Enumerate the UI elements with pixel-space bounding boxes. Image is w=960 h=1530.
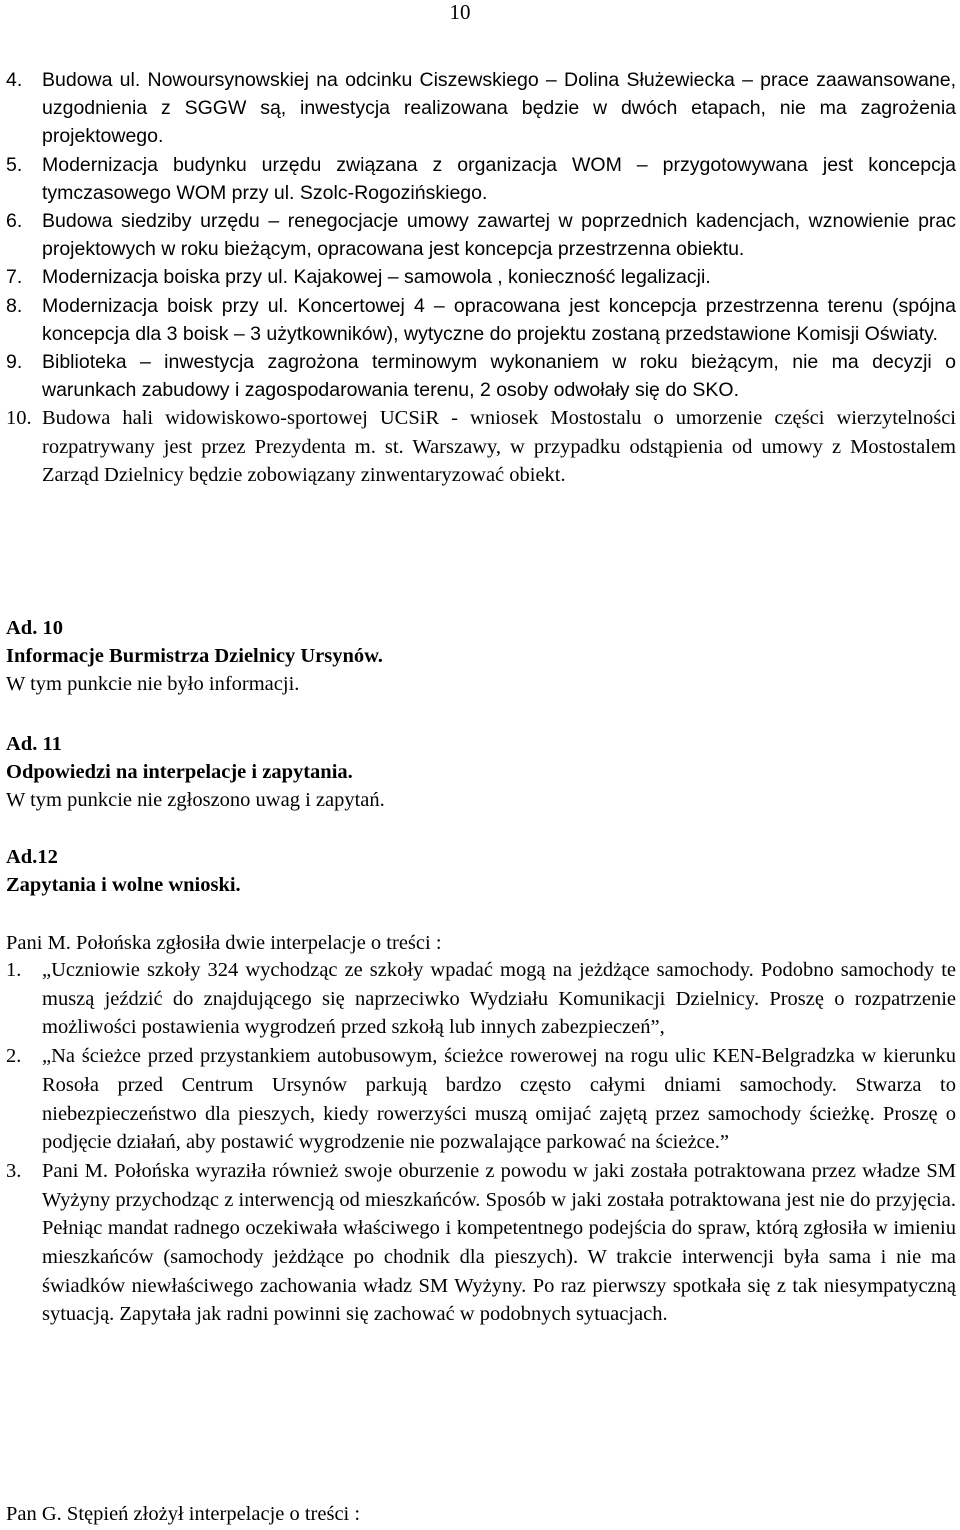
list-item [6,1157,956,1329]
list-item [6,263,956,291]
item-text: Modernizacja budynku urzędu związana z organizacja WOM – przygotowywana jest koncepcja tymczasowego WOM przy ul. Szolc-Rogozińskiego. [42,153,956,204]
interpellation-intro-stepien [6,1500,956,1528]
item-text: „Na ścieżce przed przystankiem autobusowym, ścieżce rowerowej na rogu ulic KEN-Belgradzka w kierunku Rosoła przed Centrum Ursynów parkują bardzo często całymi dniami samochody. Stwarza to niebezpieczeństwo dla pieszych, kiedy rowerzyści muszą omijać zajętą przez samochody ścieżkę. Proszę o podjęcie działań, aby postawić wygrodzenie nie pozwalające parkować na ścieżce.” [42,1045,956,1154]
item-number: 8. [6,294,23,317]
section-body: W tym punkcie nie było informacji. [6,673,300,696]
item-number: 9. [6,351,23,374]
section-ad11 [6,730,956,815]
item-number: 10. [6,407,32,430]
section-ad12 [6,843,956,899]
section-ad10 [6,614,956,699]
item-text: Budowa hali widowiskowo-sportowej UCSiR - wniosek Mostostalu o umorzenie części wierzytelności rozpatrywany jest przez Prezydenta m. st. Warszawy, w przypadku odstąpienia od umowy z Mostostalem Zarząd Dzielnicy będzie zobowiązany zinwentaryzować obiekt. [42,407,956,486]
section-heading: Ad. 11 [6,733,62,755]
list-item [6,348,956,404]
item-text: „Uczniowie szkoły 324 wychodząc ze szkoły wpadać mogą na jeżdżące samochody. Podobno samochody te muszą jeździć do znajdującego się naprzeciwko Wydziału Komunikacji Dzielnicy. Proszę o rozpatrzenie możliwości postawienia wygrodzeń przed szkołą lub innych zabezpieczeń”, [42,959,956,1039]
item-number: 6. [6,210,23,233]
section-title: Zapytania i wolne wnioski. [6,874,241,897]
list-item [6,66,956,151]
item-text: Biblioteka – inwestycja zagrożona terminowym wykonaniem w roku bieżącym, nie ma decyzji o warunkach zabudowy i zagospodarowania terenu, 2 osoby odwołały się do SKO. [42,351,956,402]
list-item [6,956,956,1042]
section-title: Informacje Burmistrza Dzielnicy Ursynów. [6,645,383,668]
interpellation-intro [6,929,956,957]
list-item [6,151,956,207]
section-body: W tym punkcie nie zgłoszono uwag i zapytań. [6,789,385,812]
list-item [6,292,956,348]
section-heading: Ad. 10 [6,617,63,639]
item-text: Budowa ul. Nowoursynowskiej na odcinku Ciszewskiego – Dolina Służewiecka – prace zaawansowane, uzgodnienia z SGGW są, inwestycja realizowana będzie w dwóch etapach, nie ma zagrożenia projektowego. [42,69,956,148]
section-heading: Ad.12 [6,846,58,868]
intro-text: Pani M. Połońska zgłosiła dwie interpelacje o treści : [6,932,442,954]
page-number: 10 [449,0,471,24]
investment-list [6,66,956,489]
list-item [6,207,956,263]
item-number: 3. [6,1159,22,1182]
item-text: Pani M. Połońska wyraziła również swoje oburzenie z powodu w jaki została potraktowana przez władze SM Wyżyny przychodząc z interwencją od mieszkańców. Sposób w jaki została potraktowana jest nie do przyjęcia. Pełniąc mandat radnego oczekiwała właściwego i kompetentnego podejścia do spraw, którą zgłosiła w imieniu mieszkańców (samochody jeżdżące po chodnik dla pieszych). W trakcie interwencji była sama i nie ma świadków niewłaściwego zachowania władz SM Wyżyny. Po raz pierwszy spotkała się z tak niesympatyczną sytuacją. Zapytała jak radni powinni się zachować w podobnych sytuacjach. [42,1159,956,1326]
item-number: 5. [6,153,23,176]
interpellation-list [6,956,956,1329]
item-text: Budowa siedziby urzędu – renegocjacje umowy zawartej w poprzednich kadencjach, wznowienie prac projektowych w roku bieżącym, opracowana jest koncepcja przestrzenna obiektu. [42,210,956,261]
item-number: 1. [6,959,22,981]
item-number: 4. [6,69,23,91]
list-item [6,404,956,489]
item-number: 2. [6,1045,22,1068]
section-title: Odpowiedzi na interpelacje i zapytania. [6,761,353,784]
list-item [6,1042,956,1157]
item-number: 7. [6,266,23,289]
intro-text: Pan G. Stępień złożył interpelacje o treści : [6,1503,361,1525]
item-text: Modernizacja boisk przy ul. Koncertowej 4 – opracowana jest koncepcja przestrzenna terenu (spójna koncepcja dla 3 boisk – 3 użytkowników), wytyczne do projektu zostaną przedstawione Komisji Oświaty. [42,294,956,345]
item-text: Modernizacja boiska przy ul. Kajakowej – samowola , konieczność legalizacji. [42,266,711,289]
